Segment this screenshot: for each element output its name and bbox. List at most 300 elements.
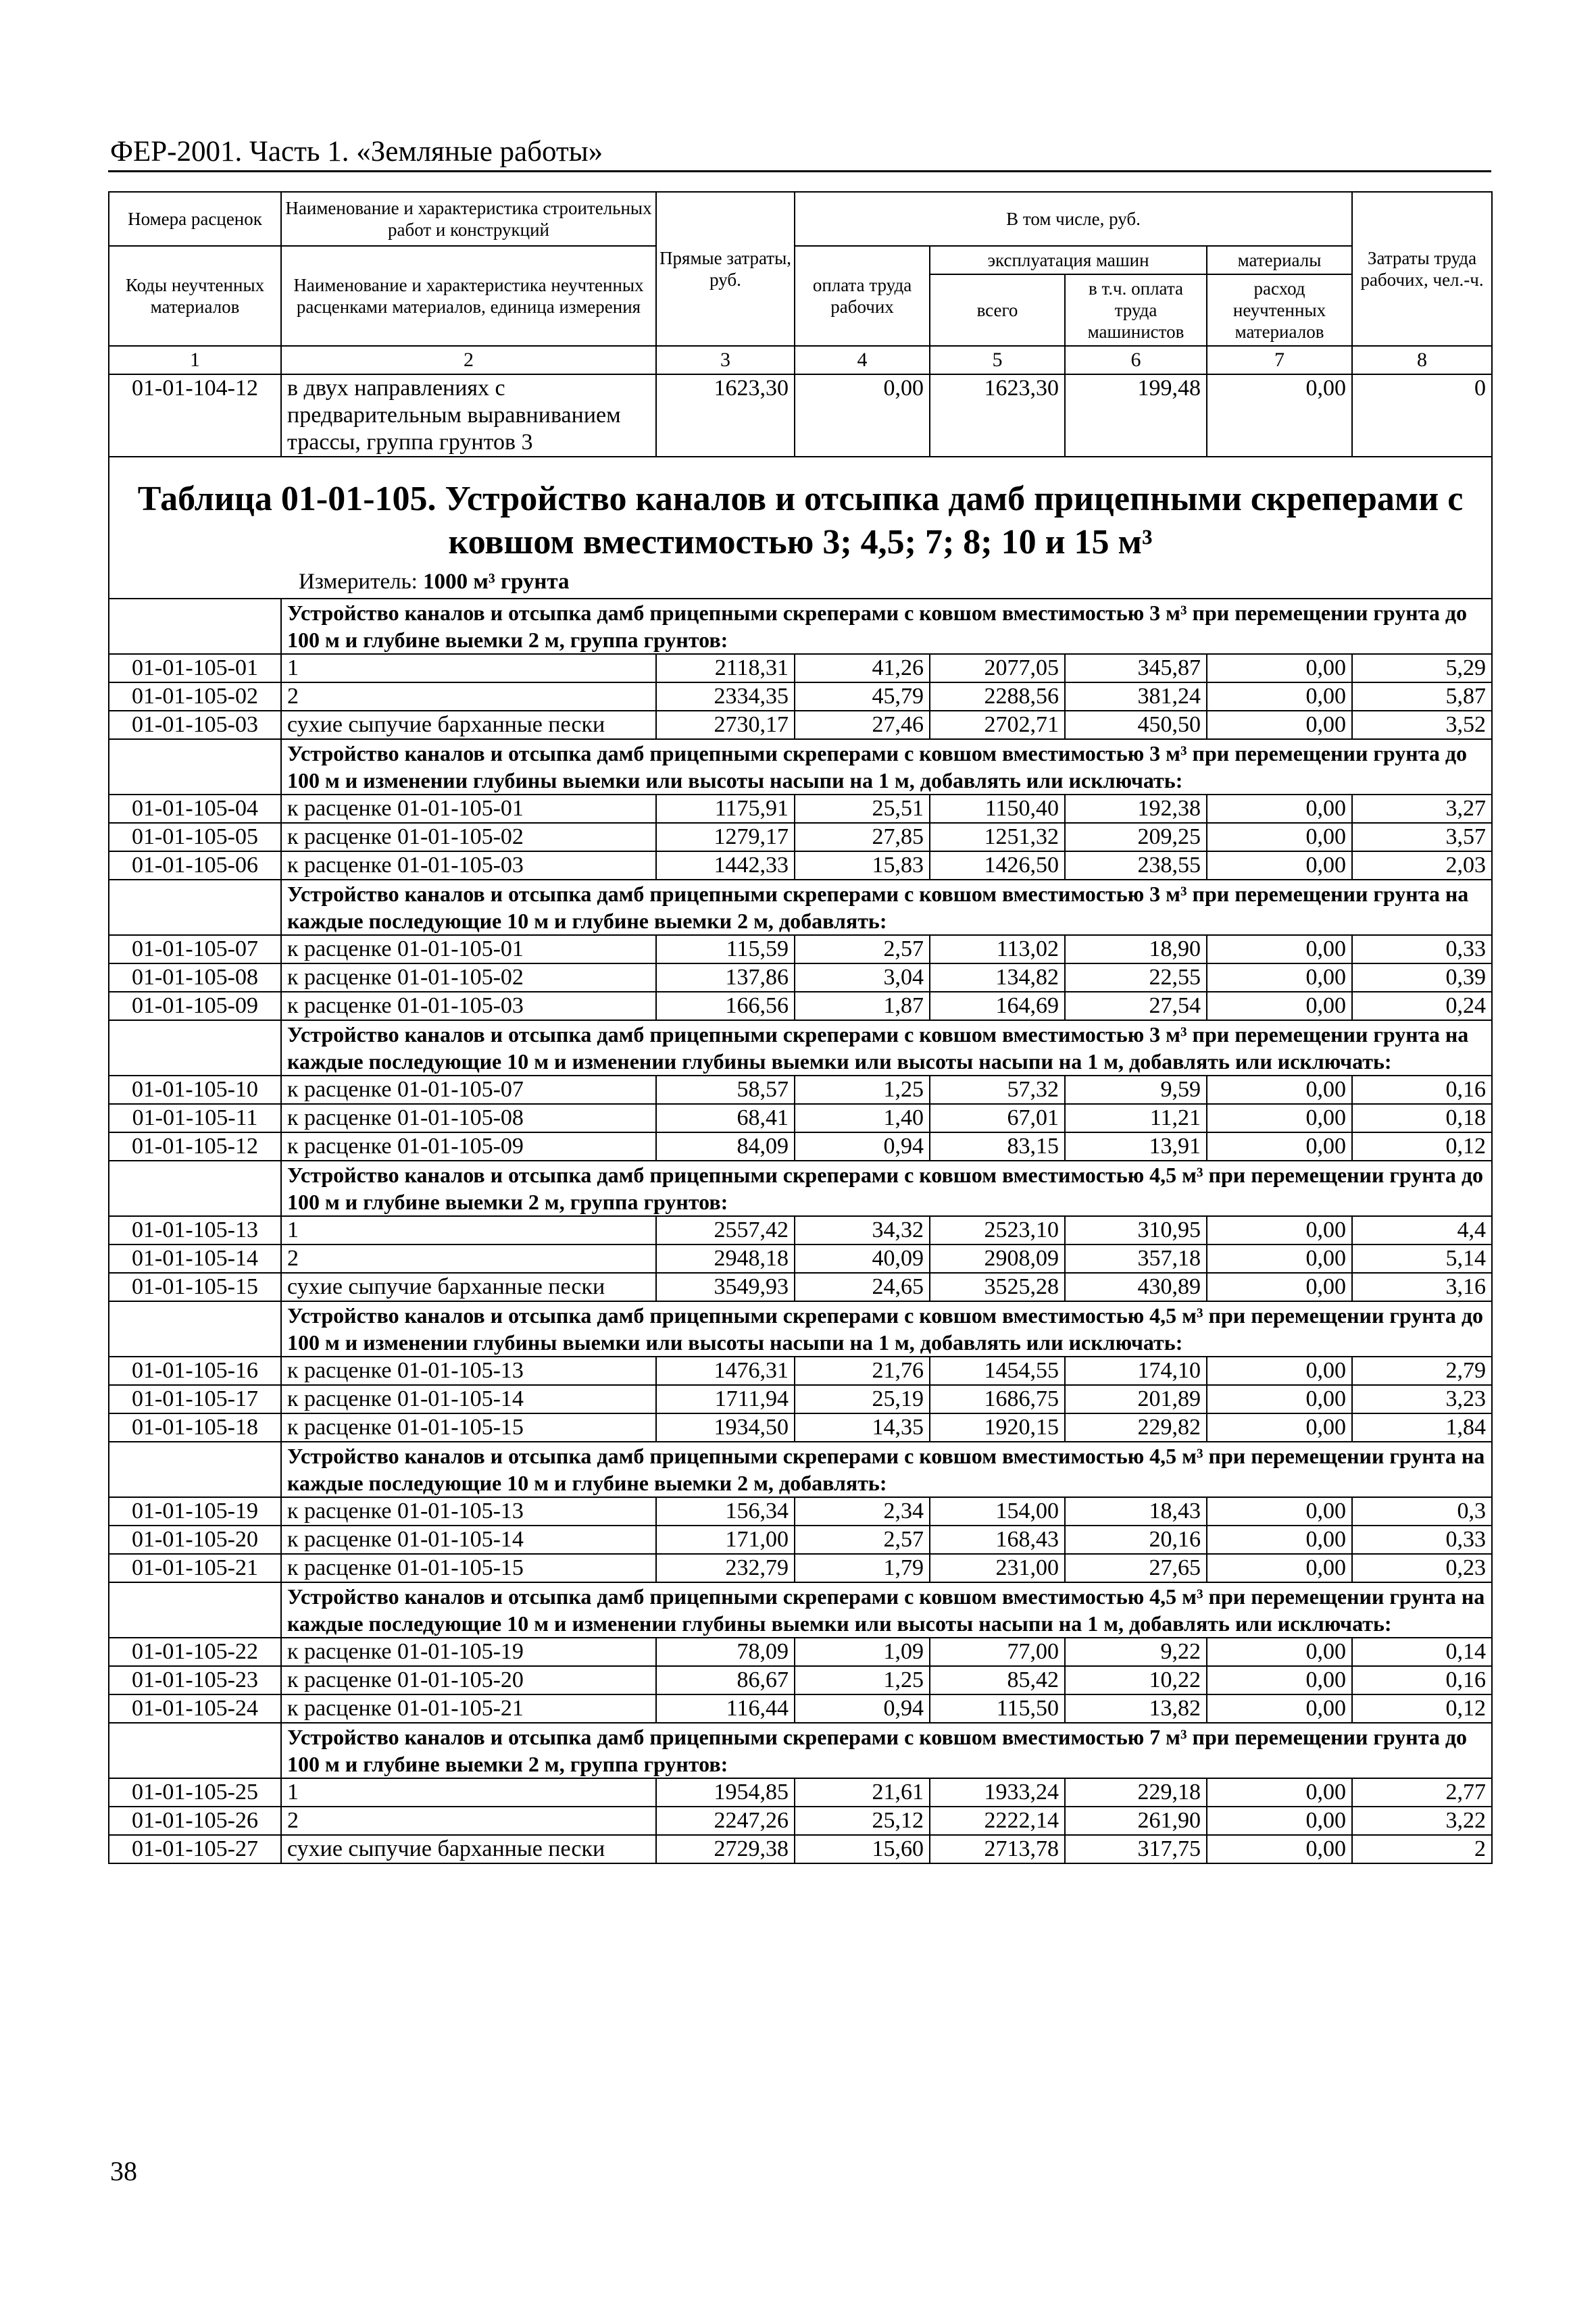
materials-value: 0,00 — [1207, 1666, 1352, 1694]
operator-wage-value: 381,24 — [1065, 682, 1207, 711]
rate-name: сухие сыпучие барханные пески — [281, 1835, 656, 1863]
table-row — [109, 711, 1492, 739]
col-including: В том числе, руб. — [795, 192, 1352, 246]
rate-code: 01-01-105-03 — [109, 711, 281, 739]
column-numbers-row — [109, 346, 1492, 374]
col-material-codes: Коды неучтенных материалов — [109, 246, 281, 346]
table-row — [109, 1638, 1492, 1666]
machines-total-value: 1251,32 — [930, 823, 1065, 851]
machines-total-value: 2702,71 — [930, 711, 1065, 739]
section-title: Устройство каналов и отсыпка дамб прицепными скреперами с ковшом вместимостью 3 м³ при перемещении грунта на каждые последующие 10 м и изменении глубины выемки или высоты насыпи на 1 м, добавлять или исключать: — [281, 1020, 1492, 1076]
rate-code: 01-01-105-01 — [109, 654, 281, 682]
direct-costs-value: 78,09 — [656, 1638, 795, 1666]
materials-value: 0,00 — [1207, 1357, 1352, 1385]
section-spacer — [109, 1442, 281, 1497]
rate-code: 01-01-105-08 — [109, 963, 281, 992]
rate-code: 01-01-105-07 — [109, 935, 281, 963]
materials-value: 0,00 — [1207, 1694, 1352, 1723]
materials-value: 0,00 — [1207, 1132, 1352, 1161]
labor-hours-value: 5,29 — [1352, 654, 1492, 682]
table-row — [109, 1497, 1492, 1526]
direct-costs-value: 156,34 — [656, 1497, 795, 1526]
materials-value: 0,00 — [1207, 1638, 1352, 1666]
worker-wage-value: 1,25 — [795, 1076, 930, 1104]
operator-wage-value: 209,25 — [1065, 823, 1207, 851]
labor-hours-value: 5,87 — [1352, 682, 1492, 711]
worker-wage-value: 34,32 — [795, 1216, 930, 1244]
rate-code: 01-01-105-26 — [109, 1807, 281, 1835]
materials-value: 0,00 — [1207, 1244, 1352, 1273]
direct-costs-value: 1934,50 — [656, 1413, 795, 1442]
section-title: Устройство каналов и отсыпка дамб прицепными скреперами с ковшом вместимостью 4,5 м³ при перемещении грунта до 100 м и изменении глубины выемки или высоты насыпи на 1 м, добавлять или исключать: — [281, 1301, 1492, 1357]
operator-wage-value: 27,65 — [1065, 1554, 1207, 1582]
operator-wage-value: 310,95 — [1065, 1216, 1207, 1244]
section-title: Устройство каналов и отсыпка дамб прицепными скреперами с ковшом вместимостью 3 м³ при перемещении грунта до 100 м и глубине выемки 2 м, группа грунтов: — [281, 599, 1492, 654]
rate-code: 01-01-105-20 — [109, 1526, 281, 1554]
rate-name: к расценке 01-01-105-20 — [281, 1666, 656, 1694]
rate-name: к расценке 01-01-105-03 — [281, 851, 656, 880]
operator-wage-value: 10,22 — [1065, 1666, 1207, 1694]
table-row — [109, 1357, 1492, 1385]
worker-wage-value: 14,35 — [795, 1413, 930, 1442]
rate-code: 01-01-105-18 — [109, 1413, 281, 1442]
rate-code: 01-01-105-24 — [109, 1694, 281, 1723]
operator-wage-value: 13,82 — [1065, 1694, 1207, 1723]
worker-wage-value: 1,40 — [795, 1104, 930, 1132]
materials-value: 0,00 — [1207, 1385, 1352, 1413]
col-material-usage: расход неучтенных материалов — [1207, 274, 1352, 346]
labor-hours-value: 3,52 — [1352, 711, 1492, 739]
labor-hours-value: 0 — [1352, 374, 1492, 457]
rate-name: к расценке 01-01-105-07 — [281, 1076, 656, 1104]
rate-name: 1 — [281, 654, 656, 682]
materials-value: 0,00 — [1207, 1497, 1352, 1526]
header-rule — [108, 170, 1491, 172]
rate-code: 01-01-105-22 — [109, 1638, 281, 1666]
column-number: 4 — [795, 346, 930, 374]
rate-code: 01-01-105-06 — [109, 851, 281, 880]
materials-value: 0,00 — [1207, 1554, 1352, 1582]
rate-name: сухие сыпучие барханные пески — [281, 711, 656, 739]
worker-wage-value: 27,46 — [795, 711, 930, 739]
section-header-row — [109, 1442, 1492, 1497]
labor-hours-value: 0,14 — [1352, 1638, 1492, 1666]
operator-wage-value: 20,16 — [1065, 1526, 1207, 1554]
rate-name: в двух направлениях с предварительным выравниванием трассы, группа грунтов 3 — [281, 374, 656, 457]
table-body — [109, 374, 1492, 1863]
rate-name: к расценке 01-01-105-13 — [281, 1497, 656, 1526]
operator-wage-value: 13,91 — [1065, 1132, 1207, 1161]
labor-hours-value: 2,77 — [1352, 1778, 1492, 1807]
section-header-row — [109, 1161, 1492, 1216]
labor-hours-value: 0,12 — [1352, 1132, 1492, 1161]
operator-wage-value: 9,22 — [1065, 1638, 1207, 1666]
materials-value: 0,00 — [1207, 1526, 1352, 1554]
direct-costs-value: 2247,26 — [656, 1807, 795, 1835]
operator-wage-value: 11,21 — [1065, 1104, 1207, 1132]
table-row — [109, 1132, 1492, 1161]
rate-name: к расценке 01-01-105-19 — [281, 1638, 656, 1666]
materials-value: 0,00 — [1207, 1778, 1352, 1807]
direct-costs-value: 2948,18 — [656, 1244, 795, 1273]
worker-wage-value: 0,94 — [795, 1694, 930, 1723]
worker-wage-value: 45,79 — [795, 682, 930, 711]
col-rate-number: Номера расценок — [109, 192, 281, 246]
rate-name: к расценке 01-01-105-03 — [281, 992, 656, 1020]
operator-wage-value: 345,87 — [1065, 654, 1207, 682]
section-spacer — [109, 1723, 281, 1778]
labor-hours-value: 2,03 — [1352, 851, 1492, 880]
rate-name: к расценке 01-01-105-14 — [281, 1526, 656, 1554]
worker-wage-value: 0,00 — [795, 374, 930, 457]
worker-wage-value: 21,76 — [795, 1357, 930, 1385]
rate-name: к расценке 01-01-105-09 — [281, 1132, 656, 1161]
direct-costs-value: 2730,17 — [656, 711, 795, 739]
section-spacer — [109, 599, 281, 654]
labor-hours-value: 0,39 — [1352, 963, 1492, 992]
direct-costs-value: 171,00 — [656, 1526, 795, 1554]
rate-name: к расценке 01-01-105-02 — [281, 963, 656, 992]
direct-costs-value: 68,41 — [656, 1104, 795, 1132]
materials-value: 0,00 — [1207, 1807, 1352, 1835]
section-header-row — [109, 1582, 1492, 1638]
materials-value: 0,00 — [1207, 992, 1352, 1020]
machines-total-value: 113,02 — [930, 935, 1065, 963]
table-row — [109, 1273, 1492, 1301]
worker-wage-value: 15,60 — [795, 1835, 930, 1863]
section-spacer — [109, 1020, 281, 1076]
machines-total-value: 1920,15 — [930, 1413, 1065, 1442]
labor-hours-value: 0,16 — [1352, 1076, 1492, 1104]
rate-name: к расценке 01-01-105-13 — [281, 1357, 656, 1385]
table-row — [109, 1526, 1492, 1554]
materials-value: 0,00 — [1207, 1413, 1352, 1442]
table-row — [109, 1076, 1492, 1104]
rate-name: к расценке 01-01-105-14 — [281, 1385, 656, 1413]
rate-name: сухие сыпучие барханные пески — [281, 1273, 656, 1301]
section-title: Устройство каналов и отсыпка дамб прицепными скреперами с ковшом вместимостью 4,5 м³ при перемещении грунта на каждые последующие 10 м и изменении глубины выемки или высоты насыпи на 1 м, добавлять или исключать: — [281, 1582, 1492, 1638]
table-row — [109, 1778, 1492, 1807]
worker-wage-value: 1,87 — [795, 992, 930, 1020]
machines-total-value: 83,15 — [930, 1132, 1065, 1161]
rate-code: 01-01-105-25 — [109, 1778, 281, 1807]
machines-total-value: 2077,05 — [930, 654, 1065, 682]
direct-costs-value: 137,86 — [656, 963, 795, 992]
rate-code: 01-01-105-14 — [109, 1244, 281, 1273]
rate-code: 01-01-105-17 — [109, 1385, 281, 1413]
col-worker-wage: оплата труда рабочих — [795, 246, 930, 346]
operator-wage-value: 357,18 — [1065, 1244, 1207, 1273]
machines-total-value: 1454,55 — [930, 1357, 1065, 1385]
column-number: 3 — [656, 346, 795, 374]
rate-code: 01-01-105-21 — [109, 1554, 281, 1582]
section-spacer — [109, 739, 281, 795]
operator-wage-value: 261,90 — [1065, 1807, 1207, 1835]
worker-wage-value: 2,57 — [795, 935, 930, 963]
table-title-cell — [109, 457, 1492, 599]
materials-value: 0,00 — [1207, 1104, 1352, 1132]
machines-total-value: 3525,28 — [930, 1273, 1065, 1301]
worker-wage-value: 2,34 — [795, 1497, 930, 1526]
worker-wage-value: 0,94 — [795, 1132, 930, 1161]
operator-wage-value: 192,38 — [1065, 795, 1207, 823]
labor-hours-value: 0,33 — [1352, 1526, 1492, 1554]
operator-wage-value: 238,55 — [1065, 851, 1207, 880]
direct-costs-value: 3549,93 — [656, 1273, 795, 1301]
operator-wage-value: 22,55 — [1065, 963, 1207, 992]
labor-hours-value: 5,14 — [1352, 1244, 1492, 1273]
section-header-row — [109, 599, 1492, 654]
page-header: ФЕР-2001. Часть 1. «Земляные работы» — [110, 136, 603, 168]
rate-name: 2 — [281, 1807, 656, 1835]
rate-code: 01-01-105-05 — [109, 823, 281, 851]
worker-wage-value: 27,85 — [795, 823, 930, 851]
column-number: 5 — [930, 346, 1065, 374]
rate-code: 01-01-105-02 — [109, 682, 281, 711]
table-row — [109, 374, 1492, 457]
machines-total-value: 2222,14 — [930, 1807, 1065, 1835]
worker-wage-value: 40,09 — [795, 1244, 930, 1273]
labor-hours-value: 2 — [1352, 1835, 1492, 1863]
measure-unit — [299, 568, 1478, 595]
machines-total-value: 1933,24 — [930, 1778, 1065, 1807]
materials-value: 0,00 — [1207, 963, 1352, 992]
section-spacer — [109, 1301, 281, 1357]
table-row — [109, 795, 1492, 823]
table-row — [109, 1554, 1492, 1582]
machines-total-value: 2713,78 — [930, 1835, 1065, 1863]
worker-wage-value: 21,61 — [795, 1778, 930, 1807]
col-operator-wage: в т.ч. оплата труда машинистов — [1065, 274, 1207, 346]
rate-code: 01-01-105-16 — [109, 1357, 281, 1385]
rate-name: к расценке 01-01-105-01 — [281, 795, 656, 823]
operator-wage-value: 18,43 — [1065, 1497, 1207, 1526]
worker-wage-value: 1,09 — [795, 1638, 930, 1666]
col-machines-total: всего — [930, 274, 1065, 346]
labor-hours-value: 0,18 — [1352, 1104, 1492, 1132]
machines-total-value: 154,00 — [930, 1497, 1065, 1526]
direct-costs-value: 58,57 — [656, 1076, 795, 1104]
direct-costs-value: 1476,31 — [656, 1357, 795, 1385]
rate-code: 01-01-105-10 — [109, 1076, 281, 1104]
machines-total-value: 2523,10 — [930, 1216, 1065, 1244]
section-title: Устройство каналов и отсыпка дамб прицепными скреперами с ковшом вместимостью 7 м³ при перемещении грунта до 100 м и глубине выемки 2 м, группа грунтов: — [281, 1723, 1492, 1778]
rate-code: 01-01-105-09 — [109, 992, 281, 1020]
materials-value: 0,00 — [1207, 1835, 1352, 1863]
labor-hours-value: 4,4 — [1352, 1216, 1492, 1244]
table-row — [109, 935, 1492, 963]
materials-value: 0,00 — [1207, 795, 1352, 823]
direct-costs-value: 86,67 — [656, 1666, 795, 1694]
labor-hours-value: 3,57 — [1352, 823, 1492, 851]
table-title-row — [109, 457, 1492, 599]
operator-wage-value: 229,18 — [1065, 1778, 1207, 1807]
rate-name: 2 — [281, 682, 656, 711]
direct-costs-value: 166,56 — [656, 992, 795, 1020]
operator-wage-value: 199,48 — [1065, 374, 1207, 457]
column-number: 1 — [109, 346, 281, 374]
rate-name: к расценке 01-01-105-15 — [281, 1554, 656, 1582]
col-labor-hours: Затраты труда рабочих, чел.-ч. — [1352, 192, 1492, 346]
machines-total-value: 164,69 — [930, 992, 1065, 1020]
table-row — [109, 654, 1492, 682]
section-header-row — [109, 1301, 1492, 1357]
labor-hours-value: 0,3 — [1352, 1497, 1492, 1526]
table-row — [109, 1216, 1492, 1244]
rate-name: 1 — [281, 1778, 656, 1807]
rate-code: 01-01-105-12 — [109, 1132, 281, 1161]
rate-name: 1 — [281, 1216, 656, 1244]
rate-code: 01-01-105-23 — [109, 1666, 281, 1694]
machines-total-value: 134,82 — [930, 963, 1065, 992]
rate-code: 01-01-105-19 — [109, 1497, 281, 1526]
table-row — [109, 823, 1492, 851]
labor-hours-value: 3,23 — [1352, 1385, 1492, 1413]
column-number: 6 — [1065, 346, 1207, 374]
worker-wage-value: 25,51 — [795, 795, 930, 823]
section-header-row — [109, 880, 1492, 935]
table-row — [109, 1807, 1492, 1835]
worker-wage-value: 15,83 — [795, 851, 930, 880]
operator-wage-value: 201,89 — [1065, 1385, 1207, 1413]
labor-hours-value: 3,22 — [1352, 1807, 1492, 1835]
direct-costs-value: 232,79 — [656, 1554, 795, 1582]
worker-wage-value: 2,57 — [795, 1526, 930, 1554]
materials-value: 0,00 — [1207, 654, 1352, 682]
direct-costs-value: 1711,94 — [656, 1385, 795, 1413]
column-number: 7 — [1207, 346, 1352, 374]
section-title: Устройство каналов и отсыпка дамб прицепными скреперами с ковшом вместимостью 3 м³ при перемещении грунта на каждые последующие 10 м и глубине выемки 2 м, добавлять: — [281, 880, 1492, 935]
materials-value: 0,00 — [1207, 1273, 1352, 1301]
rate-code: 01-01-105-13 — [109, 1216, 281, 1244]
labor-hours-value: 1,84 — [1352, 1413, 1492, 1442]
operator-wage-value: 430,89 — [1065, 1273, 1207, 1301]
worker-wage-value: 25,12 — [795, 1807, 930, 1835]
section-header-row — [109, 1020, 1492, 1076]
rate-name: к расценке 01-01-105-15 — [281, 1413, 656, 1442]
col-materials: материалы — [1207, 246, 1352, 274]
page-number: 38 — [110, 2156, 137, 2186]
labor-hours-value: 0,23 — [1352, 1554, 1492, 1582]
rate-name: к расценке 01-01-105-21 — [281, 1694, 656, 1723]
labor-hours-value: 0,24 — [1352, 992, 1492, 1020]
machines-total-value: 2908,09 — [930, 1244, 1065, 1273]
worker-wage-value: 24,65 — [795, 1273, 930, 1301]
section-header-row — [109, 1723, 1492, 1778]
section-title: Устройство каналов и отсыпка дамб прицепными скреперами с ковшом вместимостью 3 м³ при перемещении грунта до 100 м и изменении глубины выемки или высоты насыпи на 1 м, добавлять или исключать: — [281, 739, 1492, 795]
rate-code: 01-01-105-15 — [109, 1273, 281, 1301]
rate-name: 2 — [281, 1244, 656, 1273]
section-spacer — [109, 1582, 281, 1638]
labor-hours-value: 0,33 — [1352, 935, 1492, 963]
materials-value: 0,00 — [1207, 1076, 1352, 1104]
rate-code: 01-01-105-04 — [109, 795, 281, 823]
operator-wage-value: 27,54 — [1065, 992, 1207, 1020]
table-row — [109, 851, 1492, 880]
machines-total-value: 77,00 — [930, 1638, 1065, 1666]
direct-costs-value: 2729,38 — [656, 1835, 795, 1863]
operator-wage-value: 9,59 — [1065, 1076, 1207, 1104]
rate-code: 01-01-105-27 — [109, 1835, 281, 1863]
rate-code: 01-01-105-11 — [109, 1104, 281, 1132]
direct-costs-value: 2557,42 — [656, 1216, 795, 1244]
direct-costs-value: 1623,30 — [656, 374, 795, 457]
rate-name: к расценке 01-01-105-02 — [281, 823, 656, 851]
table-row — [109, 1666, 1492, 1694]
operator-wage-value: 317,75 — [1065, 1835, 1207, 1863]
materials-value: 0,00 — [1207, 851, 1352, 880]
table-row — [109, 682, 1492, 711]
materials-value: 0,00 — [1207, 682, 1352, 711]
machines-total-value: 1686,75 — [930, 1385, 1065, 1413]
table-row — [109, 1835, 1492, 1863]
machines-total-value: 1426,50 — [930, 851, 1065, 880]
worker-wage-value: 41,26 — [795, 654, 930, 682]
materials-value: 0,00 — [1207, 935, 1352, 963]
direct-costs-value: 1279,17 — [656, 823, 795, 851]
measure-value: 1000 м³ грунта — [423, 570, 570, 594]
section-header-row — [109, 739, 1492, 795]
rate-code: 01-01-104-12 — [109, 374, 281, 457]
machines-total-value: 231,00 — [930, 1554, 1065, 1582]
section-spacer — [109, 1161, 281, 1216]
rate-name: к расценке 01-01-105-01 — [281, 935, 656, 963]
col-material-names: Наименование и характеристика неучтенных расценками материалов, единица измерения — [281, 246, 656, 346]
machines-total-value: 1623,30 — [930, 374, 1065, 457]
section-title: Устройство каналов и отсыпка дамб прицепными скреперами с ковшом вместимостью 4,5 м³ при перемещении грунта до 100 м и глубине выемки 2 м, группа грунтов: — [281, 1161, 1492, 1216]
table-row — [109, 1104, 1492, 1132]
table-title: Таблица 01-01-105. Устройство каналов и отсыпка дамб прицепными скреперами с ковшом вместимостью 3; 4,5; 7; 8; 10 и 15 м³ — [137, 480, 1464, 561]
table-row — [109, 992, 1492, 1020]
worker-wage-value: 1,25 — [795, 1666, 930, 1694]
direct-costs-value: 1442,33 — [656, 851, 795, 880]
direct-costs-value: 1954,85 — [656, 1778, 795, 1807]
machines-total-value: 2288,56 — [930, 682, 1065, 711]
operator-wage-value: 229,82 — [1065, 1413, 1207, 1442]
table-row — [109, 1694, 1492, 1723]
operator-wage-value: 18,90 — [1065, 935, 1207, 963]
machines-total-value: 115,50 — [930, 1694, 1065, 1723]
table-row — [109, 963, 1492, 992]
materials-value: 0,00 — [1207, 374, 1352, 457]
direct-costs-value: 84,09 — [656, 1132, 795, 1161]
direct-costs-value: 2334,35 — [656, 682, 795, 711]
materials-value: 0,00 — [1207, 1216, 1352, 1244]
column-number: 2 — [281, 346, 656, 374]
direct-costs-value: 1175,91 — [656, 795, 795, 823]
measure-label: Измеритель: — [299, 570, 418, 594]
table-row — [109, 1385, 1492, 1413]
col-work-name: Наименование и характеристика строительных работ и конструкций — [281, 192, 656, 246]
rates-table — [108, 191, 1493, 1864]
direct-costs-value: 2118,31 — [656, 654, 795, 682]
operator-wage-value: 450,50 — [1065, 711, 1207, 739]
rate-name: к расценке 01-01-105-08 — [281, 1104, 656, 1132]
operator-wage-value: 174,10 — [1065, 1357, 1207, 1385]
section-title: Устройство каналов и отсыпка дамб прицепными скреперами с ковшом вместимостью 4,5 м³ при перемещении грунта на каждые последующие 10 м и глубине выемки 2 м, добавлять: — [281, 1442, 1492, 1497]
direct-costs-value: 116,44 — [656, 1694, 795, 1723]
worker-wage-value: 1,79 — [795, 1554, 930, 1582]
materials-value: 0,00 — [1207, 823, 1352, 851]
column-number: 8 — [1352, 346, 1492, 374]
labor-hours-value: 2,79 — [1352, 1357, 1492, 1385]
table-row — [109, 1244, 1492, 1273]
worker-wage-value: 25,19 — [795, 1385, 930, 1413]
table-row — [109, 1413, 1492, 1442]
materials-value: 0,00 — [1207, 711, 1352, 739]
machines-total-value: 168,43 — [930, 1526, 1065, 1554]
labor-hours-value: 3,16 — [1352, 1273, 1492, 1301]
